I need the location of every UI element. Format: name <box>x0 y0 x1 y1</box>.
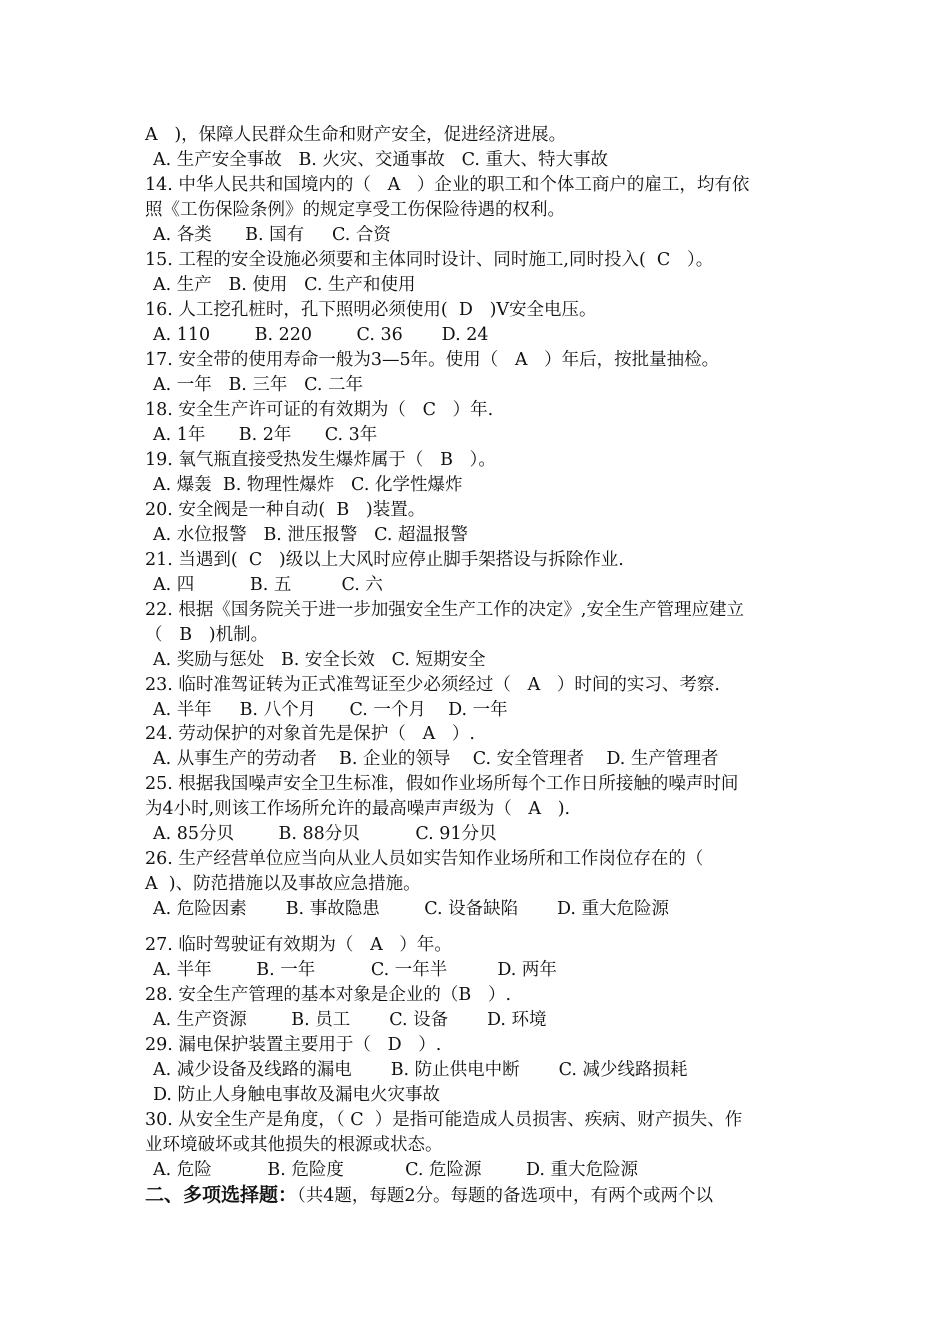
q26-question-line1: 26. 生产经营单位应当向从业人员如实告知作业场所和工作岗位存在的（ <box>145 849 704 869</box>
q25-question-line1: 25. 根据我国噪声安全卫生标准，假如作业场所每个工作日所接触的噪声时间 <box>145 774 739 794</box>
q19-question: 19. 氧气瓶直接受热发生爆炸属于（ B ）。 <box>145 450 496 470</box>
q17-question: 17. 安全带的使用寿命一般为3—5年。使用（ A ）年后，按批量抽检。 <box>145 350 720 370</box>
q27-question: 27. 临时驾驶证有效期为（ A ）年。 <box>145 935 452 955</box>
q27-options: A. 半年 B. 一年 C. 一年半 D. 两年 <box>153 960 557 980</box>
section-two-instructions: （共4题，每题2分。每题的备选项中，有两个或两个以 <box>297 1186 714 1206</box>
q18-question: 18. 安全生产许可证的有效期为（ C ）年. <box>145 400 494 420</box>
q30-options: A. 危险 B. 危险度 C. 危险源 D. 重大危险源 <box>153 1160 638 1180</box>
q24-question: 24. 劳动保护的对象首先是保护（ A ）. <box>145 724 475 744</box>
q29-options-line2: D. 防止人身触电事故及漏电火灾事故 <box>153 1085 441 1105</box>
q28-question: 28. 安全生产管理的基本对象是企业的（B ）. <box>145 985 512 1005</box>
q25-question-line2: 为4小时,则该工作场所允许的最高噪声声级为（ A ). <box>145 799 571 819</box>
q22-question-line1: 22. 根据《国务院关于进一步加强安全生产工作的决定》,安全生产管理应建立 <box>145 600 744 620</box>
q22-question-line2: （ B )机制。 <box>145 625 269 645</box>
q29-question: 29. 漏电保护装置主要用于（ D ）. <box>145 1035 442 1055</box>
q23-question: 23. 临时准驾证转为正式准驾证至少必须经过（ A ）时间的实习、考察. <box>145 675 720 695</box>
q22-options: A. 奖励与惩处 B. 安全长效 C. 短期安全 <box>153 650 486 670</box>
q14-options: A. 各类 B. 国有 C. 合资 <box>153 225 391 245</box>
q14-question-line2: 照《工伤保险条例》的规定享受工伤保险待遇的权利。 <box>145 200 565 220</box>
q16-question: 16. 人工挖孔桩时，孔下照明必须使用( D )V安全电压。 <box>145 300 597 320</box>
q26-options: A. 危险因素 B. 事故隐患 C. 设备缺陷 D. 重大危险源 <box>153 899 670 919</box>
q19-options: A. 爆轰 B. 物理性爆炸 C. 化学性爆炸 <box>153 475 463 495</box>
q25-options: A. 85分贝 B. 88分贝 C. 91分贝 <box>153 824 497 844</box>
q15-question: 15. 工程的安全设施必须要和主体同时设计、同时施工,同时投入( C ）。 <box>145 250 714 270</box>
q20-question: 20. 安全阀是一种自动( B )装置。 <box>145 500 426 520</box>
q14-question-line1: 14. 中华人民共和国境内的（ A ）企业的职工和个体工商户的雇工，均有依 <box>145 175 750 195</box>
q17-options: A. 一年 B. 三年 C. 二年 <box>153 375 364 395</box>
q29-options-line1: A. 减少设备及线路的漏电 B. 防止供电中断 C. 减少线路损耗 <box>153 1060 688 1080</box>
q26-question-line2: A )、防范措施以及事故应急措施。 <box>145 874 421 894</box>
q21-question: 21. 当遇到( C )级以上大风时应停止脚手架搭设与拆除作业. <box>145 550 624 570</box>
q30-question-line2: 业环境破坏或其他损失的根源或状态。 <box>145 1135 443 1155</box>
section-two-heading <box>145 1183 713 1209</box>
q13-options: A. 生产安全事故 B. 火灾、交通事故 C. 重大、特大事故 <box>153 150 609 170</box>
q24-options: A. 从事生产的劳动者 B. 企业的领导 C. 安全管理者 D. 生产管理者 <box>153 749 719 769</box>
q16-options: A. 110 B. 220 C. 36 D. 24 <box>153 325 489 345</box>
q18-options: A. 1年 B. 2年 C. 3年 <box>153 425 378 445</box>
q13-tail-line: A )，保障人民群众生命和财产安全，促进经济进展。 <box>145 125 567 145</box>
q15-options: A. 生产 B. 使用 C. 生产和使用 <box>153 275 416 295</box>
q28-options: A. 生产资源 B. 员工 C. 设备 D. 环境 <box>153 1010 547 1030</box>
q21-options: A. 四 B. 五 C. 六 <box>153 575 383 595</box>
q23-options: A. 半年 B. 八个月 C. 一个月 D. 一年 <box>153 700 508 720</box>
q20-options: A. 水位报警 B. 泄压报警 C. 超温报警 <box>153 525 469 545</box>
section-two-title: 二、多项选择题： <box>145 1184 298 1206</box>
q30-question-line1: 30. 从安全生产是角度，（ C ）是指可能造成人员损害、疾病、财产损失、作 <box>145 1110 743 1130</box>
